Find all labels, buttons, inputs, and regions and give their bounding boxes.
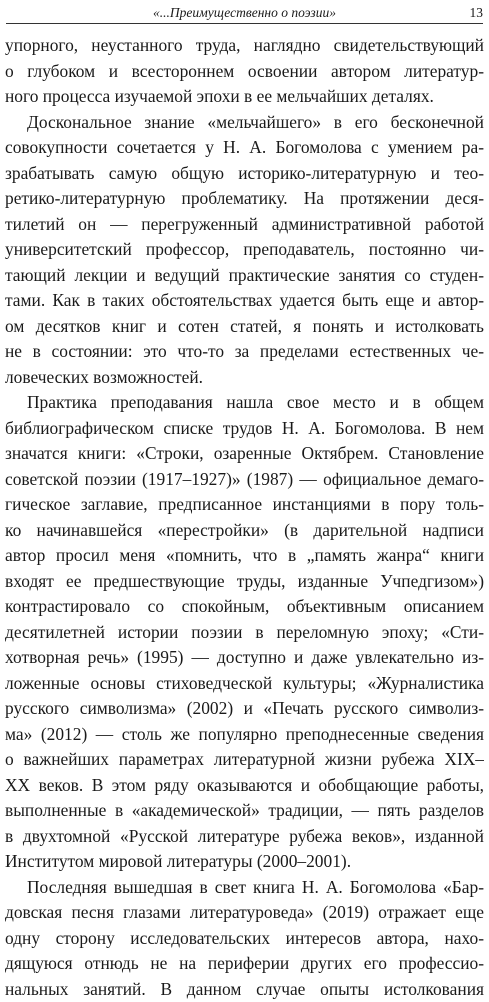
running-title: «...Преимущественно о поэзии» (0, 5, 489, 21)
text-line: зрабатывать самую общую историко-литературную и тео- (5, 161, 484, 187)
text-line: университетский профессор, преподаватель, постоянно чи- (5, 237, 484, 263)
text-line: гическое заглавие, предписанное инстанциями в пору толь- (5, 492, 484, 518)
text-line: ного процесса изучаемой эпохи в ее мельчайших деталях. (5, 84, 484, 110)
text-line: о важнейших параметрах литературной жизни рубежа XIX– (5, 747, 484, 773)
text-line: упорного, неустанного труда, наглядно свидетельствующий (5, 33, 484, 59)
text-line: хотворная речь» (1995) — доступно и даже увлекательно из- (5, 645, 484, 671)
text-line: о глубоком и всестороннем освоении автором литератур- (5, 59, 484, 85)
page-number: 13 (470, 5, 484, 21)
text-line: тилетий он — перегруженный административной работой (5, 212, 484, 238)
text-line: ко начинавшейся «перестройки» (в дарительной надписи (5, 518, 484, 544)
text-line: довская песня глазами литературоведа» (2019) отражает еще (5, 900, 484, 926)
text-line: Институтом мировой литературы (2000–2001). (5, 849, 484, 875)
text-line: одну сторону исследовательских интересов автора, нахо- (5, 926, 484, 952)
text-line: совокупности сочетается у Н. А. Богомолова с умением ра- (5, 135, 484, 161)
running-head (0, 0, 489, 28)
text-line: ма» (2012) — столь же популярно преподнесенные сведения (5, 722, 484, 748)
text-line: библиографическом списке трудов Н. А. Богомолова. В нем (5, 416, 484, 442)
text-line: русского символизма» (2002) и «Печать русского символиз- (5, 696, 484, 722)
text-line: автор просил меня «помнить, что в „память жанра“ книги (5, 543, 484, 569)
text-line: ретико-литературную проблематику. На протяжении деся- (5, 186, 484, 212)
text-line: входят ее предшествующие труды, изданные Учпедгизом») (5, 569, 484, 595)
text-line: XX веков. В этом ряду оказываются и обобщающие работы, (5, 773, 484, 799)
text-line: ом десятков книг и сотен статей, я понять и истолковать (5, 314, 484, 340)
text-line: ловеческих возможностей. (5, 365, 484, 391)
text-line: десятилетней истории поэзии в переломную эпоху; «Сти- (5, 620, 484, 646)
text-line: контрастировало со спокойным, объективным описанием (5, 594, 484, 620)
header-rule (6, 23, 483, 24)
text-line: советской поэзии (1917–1927)» (1987) — официальное демаго- (5, 467, 484, 493)
text-line: не в состоянии: это что-то за пределами естественных че- (5, 339, 484, 365)
text-line: дящуюся отнюдь не на периферии других его профессио- (5, 951, 484, 977)
text-line: тающий лекции и ведущий практические занятия со студен- (5, 263, 484, 289)
text-line: Практика преподавания нашла свое место и в общем (5, 390, 484, 416)
text-line: значатся книги: «Строки, озаренные Октябрем. Становление (5, 441, 484, 467)
text-line: выполненные в «академической» традиции, — пять разделов (5, 798, 484, 824)
body-text (5, 33, 484, 1002)
text-line: тами. Как в таких обстоятельствах удается быть еще и автор- (5, 288, 484, 314)
text-line: Последняя вышедшая в свет книга Н. А. Богомолова «Бар- (5, 875, 484, 901)
text-line: в двухтомной «Русской литературе рубежа веков», изданной (5, 824, 484, 850)
text-line: нальных занятий. В данном случае опыты истолкования (5, 977, 484, 1002)
text-line: ложенные основы стиховедческой культуры; «Журналистика (5, 671, 484, 697)
text-line: Доскональное знание «мельчайшего» в его бесконечной (5, 110, 484, 136)
